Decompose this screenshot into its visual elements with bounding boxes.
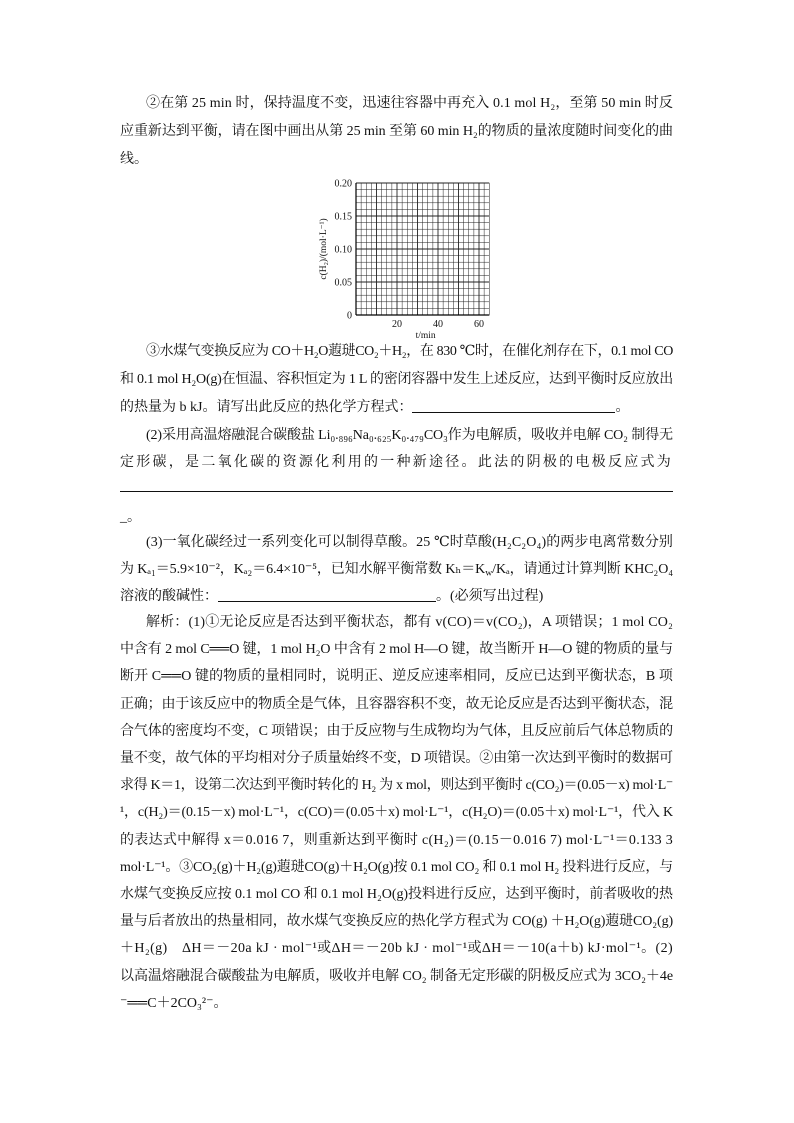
y-tick-label: 0.05 (334, 277, 352, 289)
question-text: (2)采用高温熔融混合碳酸盐 Li₀.₈₉₆Na₀.₆₂₅K₀.₄₇₉CO₃作为电解质，吸收并电解 CO₂ 制得无 (146, 428, 673, 443)
question-1-part-3-line (120, 367, 673, 393)
question-text: 定形碳，是二氧化碳的资源化利用的一种新途径。此法的阴极的电极反应式为 (120, 455, 673, 470)
analysis-text: 正确；由于该反应中的物质全是气体，且容器容积不变，故无论反应是否达到平衡状态，混 (120, 697, 673, 712)
question-1-part-3-line (120, 395, 673, 421)
question-text: /Kₐ，请通过计算判断 KHC₂O₄ (492, 562, 673, 577)
question-text: 溶液的酸碱性： (120, 589, 218, 604)
question-2-line (146, 423, 673, 449)
analysis-line (120, 773, 673, 799)
question-text: _。 (120, 510, 141, 525)
question-2-line (120, 505, 673, 531)
analysis-text: 中含有 2 mol C══O 键，1 mol H₂O 中含有 2 mol H—O 键，故当断开 H—O 键的物质的量与 (120, 642, 673, 657)
answer-blank (412, 398, 615, 413)
analysis-text: ¹，c(H₂)＝(0.15－x) mol·L⁻¹，c(CO)＝(0.05＋x) mol·L⁻¹，c(H₂O)＝(0.05＋x) mol·L⁻¹，代入 K (120, 805, 673, 820)
analysis-line (120, 719, 673, 745)
analysis-line (120, 800, 673, 826)
analysis-text: mol·L⁻¹。③CO₂(g)＋H₂(g)蕸琎CO(g)＋H₂O(g)按 0.1 mol CO₂ 和 0.1 mol H₂ 投料进行反应，与 (120, 860, 673, 875)
question-text: 应重新达到平衡，请在图中画出从第 25 min 至第 60 min H₂的物质的量浓度随时间变化的曲 (120, 124, 673, 139)
analysis-line (120, 637, 673, 663)
question-text: (3)一氧化碳经过一系列变化可以制得草酸。25 ℃时草酸(H₂C₂O₄)的两步电离常数分别 (146, 535, 673, 550)
analysis-line (120, 909, 673, 935)
question-text-with-subscript (120, 557, 673, 586)
question-3-line (146, 530, 673, 556)
y-tick-label: 0 (347, 310, 352, 322)
analysis-text: 的表达式中解得 x＝0.016 7，则重新达到平衡时 c(H₂)＝(0.15－0.016 7) mol·L⁻¹＝0.133 3 (120, 833, 673, 848)
question-3-line (120, 584, 673, 610)
question-text: 为 Kₐ₁＝5.9×10⁻²，Kₐ₂＝6.4×10⁻⁵，已知水解平衡常数 Kₕ＝K (120, 562, 486, 577)
y-tick-label: 0.10 (334, 244, 352, 256)
analysis-line (120, 746, 673, 772)
question-1-part-2-line (146, 91, 673, 117)
subscript-text: w (485, 567, 493, 579)
analysis-text: 量与后者放出的热量相同，故水煤气变换反应的热化学方程式为 CO(g) ＋H₂O(g)蕸琎CO₂(g) (120, 914, 673, 929)
question-text: 。 (615, 400, 630, 415)
analysis-line (120, 936, 673, 962)
question-1-part-3-line (146, 339, 673, 365)
analysis-text: 水煤气变换反应按 0.1 mol CO 和 0.1 mol H₂O(g)投料进行反应，达到平衡时，前者吸收的热 (120, 887, 673, 902)
analysis-line (120, 882, 673, 908)
concentration-time-chart (300, 170, 500, 342)
analysis-line (120, 964, 673, 990)
y-tick-label: 0.15 (334, 211, 352, 223)
analysis-line (120, 855, 673, 881)
question-text: ②在第 25 min 时，保持温度不变，迅速往容器中再充入 0.1 mol H₂，至第 50 min 时反 (146, 96, 673, 111)
analysis-text: 求得 K＝1，设第二次达到平衡时转化的 H₂ 为 x mol，则达到平衡时 c(CO₂)＝(0.05－x) mol·L⁻ (120, 778, 673, 793)
analysis-line (120, 664, 673, 690)
question-2-line (120, 450, 673, 476)
answer-blank (218, 587, 436, 602)
analysis-text: 以高温熔融混合碳酸盐为电解质，吸收并电解 CO₂ 制备无定形碳的阴极反应式为 3CO₂＋4e (120, 969, 673, 984)
x-tick-label: 60 (474, 319, 484, 330)
question-1-part-2-line (120, 119, 673, 145)
question-3-line (120, 557, 673, 583)
question-text-with-blank (120, 395, 629, 421)
analysis-line (120, 991, 673, 1017)
x-tick-label: 40 (433, 319, 443, 330)
analysis-text: ＋H₂(g) ΔH＝－20a kJ · mol⁻¹或ΔH＝－20b kJ · mol⁻¹或ΔH＝－10(a＋b) kJ·mol⁻¹。(2) (120, 941, 673, 956)
question-text-with-blank (120, 584, 543, 610)
question-text: 和 0.1 mol H₂O(g)在恒温、容积恒定为 1 L 的密闭容器中发生上述反应，达到平衡时反应放出 (120, 372, 673, 387)
answer-blank-line (120, 491, 673, 492)
analysis-text: 断开 C══O 键的物质的量相同时，说明正、逆反应速率相同，反应已达到平衡状态，B 项 (120, 669, 673, 684)
analysis-text: 量不变，故气体的平均相对分子质量始终不变，D 项错误。②由第一次达到平衡时的数据可 (120, 751, 673, 766)
analysis-line (120, 692, 673, 718)
question-text: 的热量为 b kJ。请写出此反应的热化学方程式： (120, 400, 413, 415)
question-text: 。(必须写出过程) (436, 589, 544, 604)
analysis-text: 解析：(1)①无论反应是否达到平衡状态，都有 v(CO)＝v(CO₂)，A 项错误；1 mol CO₂ (146, 615, 673, 630)
question-text: 线。 (120, 152, 148, 167)
question-text: ③水煤气变换反应为 CO＋H₂O蕸琎CO₂＋H₂，在 830 ℃时，在催化剂存在下，0.1 mol CO (146, 344, 673, 359)
x-axis-label: t/min (415, 331, 436, 341)
analysis-line (120, 828, 673, 854)
analysis-text: ⁻══C＋2CO₃²⁻。 (120, 996, 228, 1011)
y-tick-label: 0.20 (334, 178, 352, 190)
analysis-line (146, 610, 673, 636)
analysis-text: 合气体的密度均不变，C 项错误；由于反应物与生成物均为气体，且反应前后气体总物质的 (120, 724, 673, 739)
y-axis-label: c(H₂)/(mol·L⁻¹) (319, 218, 329, 280)
x-tick-label: 20 (392, 319, 402, 330)
